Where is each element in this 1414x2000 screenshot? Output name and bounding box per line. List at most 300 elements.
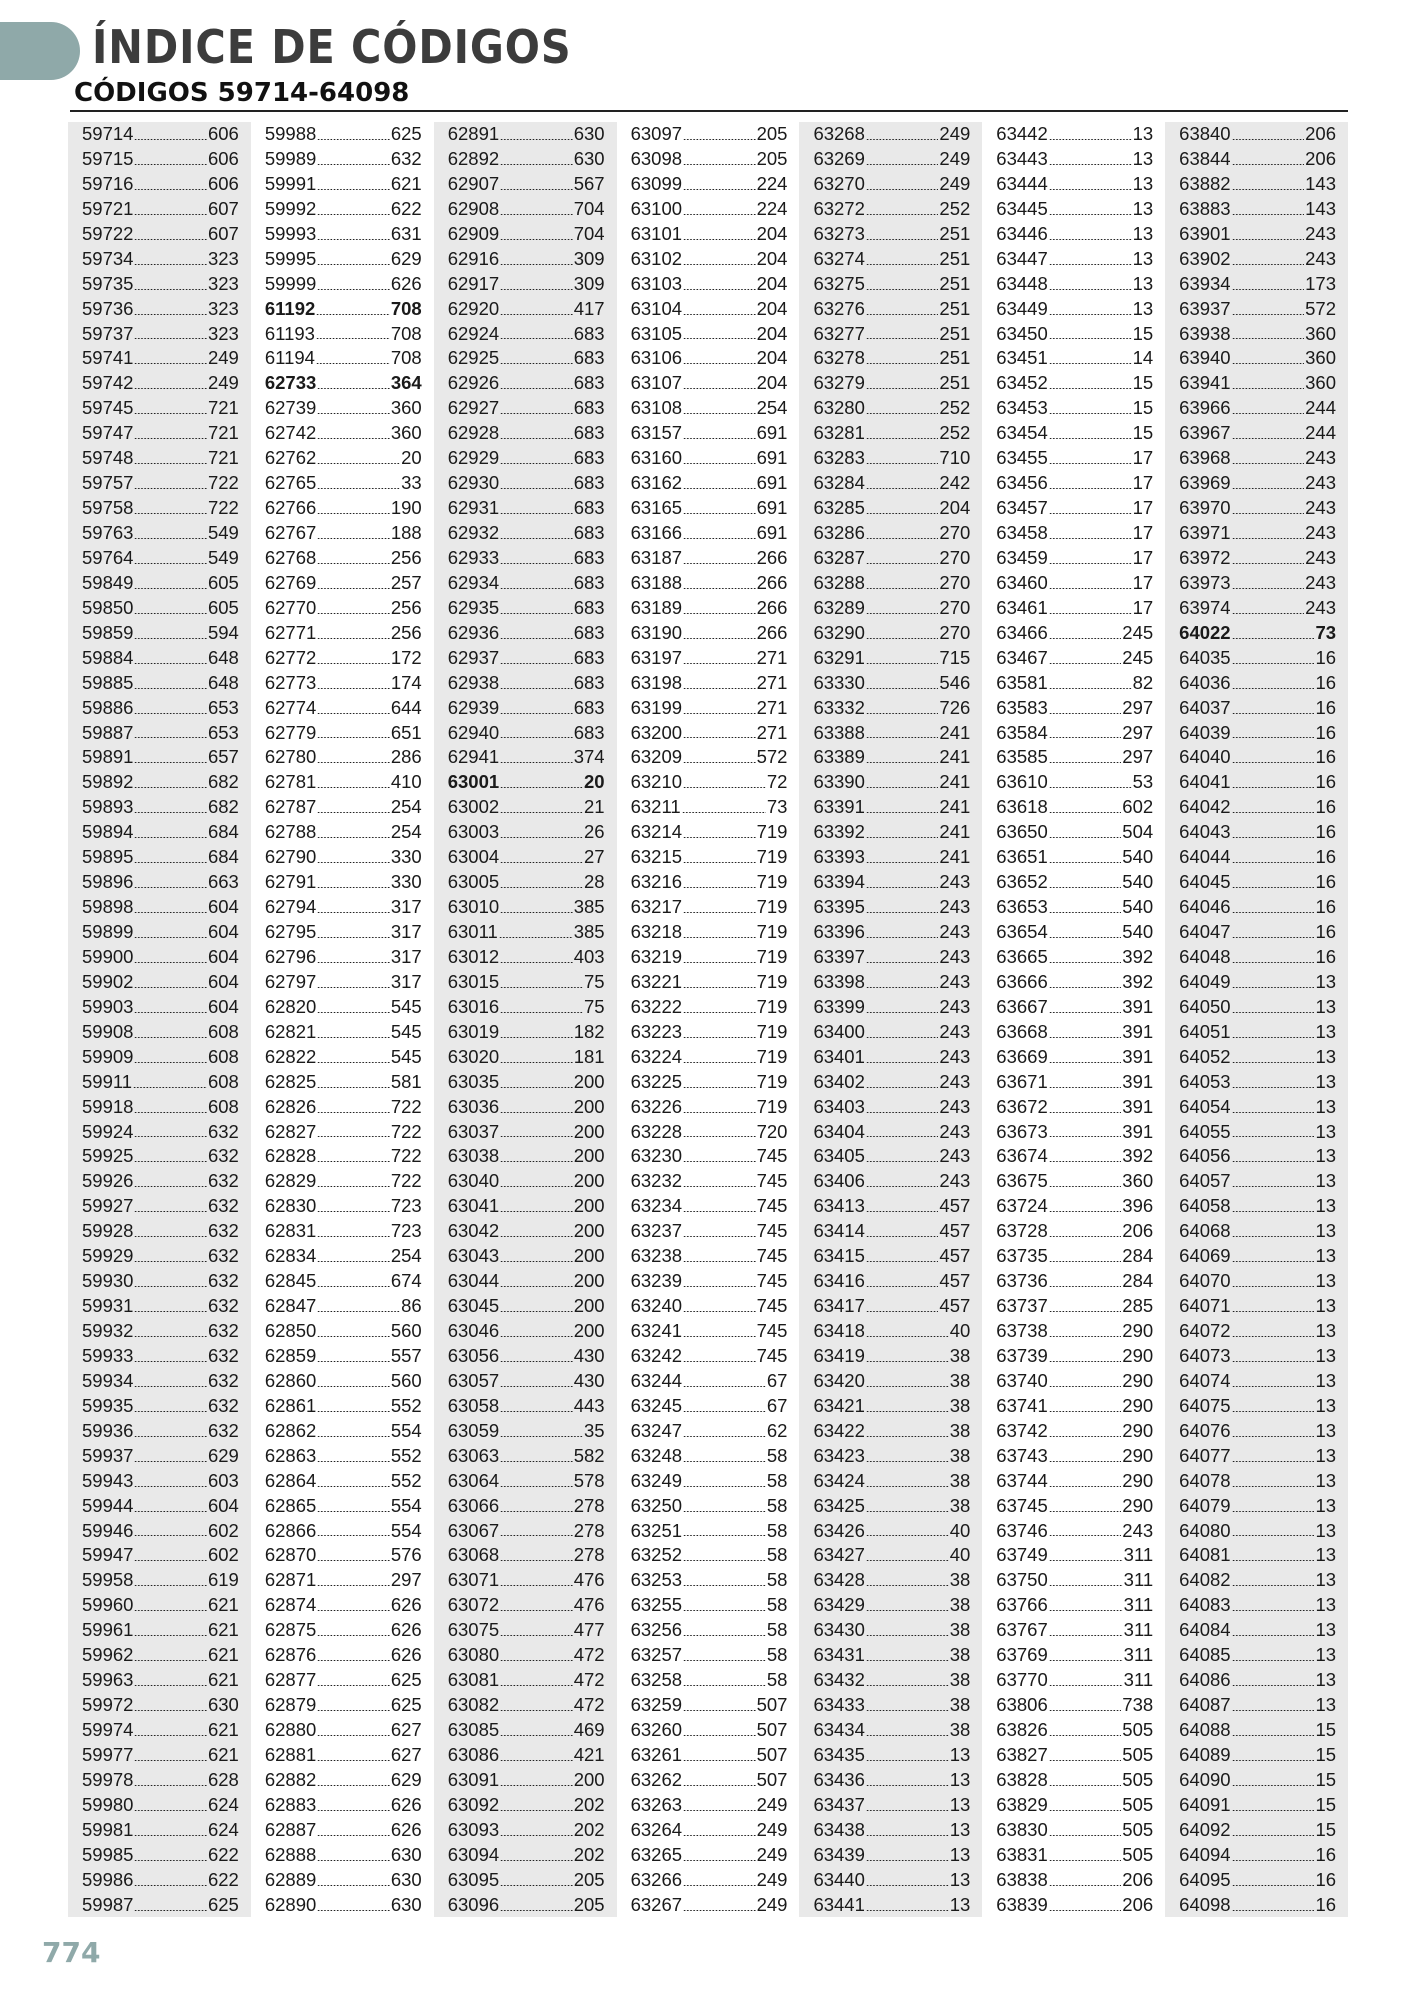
- entry-page: 82: [1132, 671, 1154, 693]
- dot-leader: [317, 538, 390, 539]
- dot-leader: [500, 1461, 573, 1462]
- index-entry: [617, 147, 800, 172]
- index-entry: [799, 1120, 982, 1145]
- dot-leader: [134, 1735, 207, 1736]
- entry-code: 62820: [264, 995, 317, 1017]
- entry-page: 631: [390, 222, 422, 244]
- dot-leader: [317, 1136, 390, 1137]
- dot-leader: [1232, 314, 1305, 315]
- entry-code: 59981: [82, 1818, 134, 1840]
- entry-page: 16: [1315, 671, 1337, 693]
- entry-code: 62781: [264, 771, 317, 793]
- dot-leader: [500, 1710, 573, 1711]
- entry-page: 241: [939, 746, 971, 768]
- dot-leader: [1232, 737, 1315, 738]
- index-entry: [434, 845, 617, 870]
- dot-leader: [317, 1211, 390, 1212]
- dot-leader: [317, 1910, 390, 1911]
- entry-code: 63838: [996, 1868, 1048, 1890]
- index-entry: [68, 721, 251, 746]
- entry-page: 270: [939, 621, 971, 643]
- entry-page: 722: [207, 497, 239, 519]
- index-entry: [799, 396, 982, 421]
- entry-code: 62938: [447, 671, 500, 693]
- entry-page: 607: [207, 222, 239, 244]
- dot-leader: [500, 513, 573, 514]
- index-entry: [251, 322, 434, 347]
- entry-page: 75: [584, 970, 605, 992]
- dot-leader: [134, 713, 207, 714]
- dot-leader: [866, 1785, 949, 1786]
- index-entry: [799, 1668, 982, 1693]
- dot-leader: [866, 862, 939, 863]
- index-entry: [434, 870, 617, 895]
- entry-code: 63746: [996, 1519, 1048, 1541]
- index-entry: [617, 820, 800, 845]
- entry-code: 63251: [630, 1519, 683, 1541]
- index-entry: [251, 621, 434, 646]
- dot-leader: [500, 438, 573, 439]
- dot-leader: [317, 762, 390, 763]
- index-entry: [251, 197, 434, 222]
- index-entry: [68, 1344, 251, 1369]
- entry-page: 622: [207, 1868, 239, 1890]
- entry-code: 64057: [1179, 1170, 1231, 1192]
- dot-leader: [1049, 1535, 1122, 1536]
- entry-code: 63001: [447, 771, 500, 793]
- dot-leader: [683, 737, 756, 738]
- index-entry: [68, 945, 251, 970]
- entry-code: 63281: [813, 422, 865, 444]
- entry-page: 266: [756, 571, 788, 593]
- dot-leader: [317, 1186, 390, 1187]
- index-entry: [799, 122, 982, 147]
- entry-code: 59924: [82, 1120, 134, 1142]
- index-entry: [799, 945, 982, 970]
- entry-code: 63291: [813, 646, 865, 668]
- index-entry: [251, 1144, 434, 1169]
- entry-code: 63400: [813, 1020, 865, 1042]
- index-entry: [434, 1369, 617, 1394]
- entry-code: 63435: [813, 1743, 865, 1765]
- dot-leader: [500, 1112, 573, 1113]
- dot-leader: [1232, 1860, 1315, 1861]
- entry-code: 63418: [813, 1320, 865, 1341]
- entry-code: 63668: [996, 1020, 1048, 1042]
- entry-code: 63749: [996, 1544, 1048, 1566]
- entry-page: 317: [390, 896, 422, 918]
- dot-leader: [317, 812, 390, 813]
- dot-leader: [1049, 214, 1132, 215]
- entry-code: 63969: [1179, 472, 1231, 494]
- index-entry: [617, 396, 800, 421]
- entry-code: 62774: [264, 696, 317, 718]
- index-entry: [617, 1843, 800, 1868]
- entry-code: 63728: [996, 1220, 1048, 1242]
- index-entry: [1165, 646, 1348, 671]
- entry-page: 244: [1305, 422, 1337, 444]
- dot-leader: [134, 289, 207, 290]
- entry-page: 317: [390, 921, 422, 942]
- entry-page: 505: [1122, 1793, 1154, 1815]
- entry-page: 719: [756, 1045, 788, 1067]
- entry-page: 621: [207, 1669, 239, 1691]
- index-entry: [68, 122, 251, 147]
- index-entry: [1165, 546, 1348, 571]
- entry-page: 15: [1315, 1818, 1337, 1840]
- dot-leader: [500, 1311, 573, 1312]
- entry-page: 252: [939, 397, 971, 419]
- entry-code: 63330: [813, 671, 865, 693]
- entry-code: 62864: [264, 1469, 317, 1491]
- entry-page: 632: [207, 1369, 239, 1391]
- index-entry: [1165, 1668, 1348, 1693]
- entry-page: 16: [1315, 896, 1337, 918]
- entry-page: 13: [1315, 1644, 1337, 1666]
- index-entry: [982, 1219, 1165, 1244]
- entry-code: 63256: [630, 1619, 683, 1641]
- entry-page: 722: [390, 1095, 422, 1117]
- dot-leader: [866, 1535, 949, 1536]
- index-entry: [68, 1893, 251, 1917]
- dot-leader: [1232, 1560, 1315, 1561]
- dot-leader: [1232, 1286, 1315, 1287]
- index-entry: [982, 1668, 1165, 1693]
- entry-page: 13: [1315, 1394, 1337, 1416]
- index-entry: [1165, 1718, 1348, 1743]
- entry-page: 243: [939, 1045, 971, 1067]
- index-entry: [1165, 1568, 1348, 1593]
- dot-leader: [1232, 912, 1315, 913]
- dot-leader: [134, 787, 207, 788]
- dot-leader: [683, 1810, 756, 1811]
- index-entry: [799, 1818, 982, 1843]
- index-entry: [982, 371, 1165, 396]
- entry-page: 58: [766, 1519, 788, 1541]
- index-entry: [982, 1543, 1165, 1568]
- entry-code: 63738: [996, 1320, 1048, 1341]
- entry-page: 243: [939, 871, 971, 893]
- entry-code: 63101: [630, 222, 683, 244]
- dot-leader: [500, 1361, 573, 1362]
- entry-page: 625: [207, 1893, 239, 1915]
- entry-page: 290: [1122, 1344, 1154, 1366]
- entry-code: 63743: [996, 1444, 1048, 1466]
- dot-leader: [683, 438, 756, 439]
- entry-page: 392: [1122, 1145, 1154, 1167]
- index-entry: [982, 446, 1165, 471]
- index-entry: [68, 1244, 251, 1269]
- entry-code: 63447: [996, 247, 1048, 269]
- entry-code: 63095: [447, 1868, 500, 1890]
- index-entry: [617, 521, 800, 546]
- entry-code: 63072: [447, 1594, 500, 1616]
- index-entry: [434, 770, 617, 795]
- entry-page: 200: [573, 1245, 605, 1267]
- index-entry: [799, 1494, 982, 1519]
- index-entry: [617, 197, 800, 222]
- entry-code: 62829: [264, 1170, 317, 1192]
- dot-leader: [500, 1486, 573, 1487]
- entry-code: 63672: [996, 1095, 1048, 1117]
- entry-page: 504: [1122, 821, 1154, 843]
- entry-code: 62926: [447, 372, 500, 394]
- dot-leader: [317, 1585, 390, 1586]
- entry-code: 63288: [813, 571, 865, 593]
- dot-leader: [134, 912, 207, 913]
- entry-code: 64047: [1179, 921, 1231, 942]
- index-entry: [617, 1618, 800, 1643]
- entry-page: 62: [766, 1419, 788, 1441]
- entry-page: 552: [390, 1469, 422, 1491]
- entry-code: 63421: [813, 1394, 865, 1416]
- index-entry: [1165, 471, 1348, 496]
- entry-page: 243: [1305, 546, 1337, 568]
- dot-leader: [317, 164, 390, 165]
- entry-code: 63189: [630, 596, 683, 618]
- entry-page: 722: [390, 1170, 422, 1192]
- entry-page: 653: [207, 696, 239, 718]
- entry-code: 63827: [996, 1743, 1048, 1765]
- dot-leader: [317, 862, 390, 863]
- entry-page: 13: [1315, 1619, 1337, 1641]
- entry-code: 63830: [996, 1818, 1048, 1840]
- entry-page: 17: [1132, 447, 1154, 469]
- entry-page: 252: [939, 197, 971, 219]
- entry-code: 63094: [447, 1843, 500, 1865]
- dot-leader: [317, 887, 390, 888]
- entry-page: 632: [207, 1320, 239, 1341]
- index-entry: [799, 1344, 982, 1369]
- dot-leader: [134, 987, 207, 988]
- dot-leader: [1049, 1087, 1122, 1088]
- index-entry: [982, 1519, 1165, 1544]
- dot-leader: [1232, 812, 1315, 813]
- entry-code: 63826: [996, 1719, 1048, 1740]
- entry-code: 64086: [1179, 1669, 1231, 1691]
- dot-leader: [866, 1885, 949, 1886]
- entry-code: 59947: [82, 1544, 134, 1566]
- entry-page: 719: [756, 1095, 788, 1117]
- entry-code: 59944: [82, 1494, 134, 1516]
- entry-code: 63839: [996, 1893, 1048, 1915]
- index-entry: [1165, 1793, 1348, 1818]
- dot-leader: [866, 887, 939, 888]
- entry-page: 13: [1132, 272, 1154, 294]
- entry-page: 430: [573, 1344, 605, 1366]
- entry-code: 63974: [1179, 596, 1231, 618]
- entry-code: 64076: [1179, 1419, 1231, 1441]
- dot-leader: [134, 1835, 207, 1836]
- index-entry: [1165, 1045, 1348, 1070]
- index-entry: [799, 1618, 982, 1643]
- dot-leader: [1232, 463, 1305, 464]
- entry-code: 59995: [264, 247, 317, 269]
- index-entry: [251, 1868, 434, 1893]
- entry-code: 63188: [630, 571, 683, 593]
- dot-leader: [683, 1037, 756, 1038]
- entry-page: 188: [390, 522, 422, 543]
- entry-code: 59736: [82, 297, 134, 319]
- entry-page: 626: [390, 272, 422, 294]
- entry-page: 15: [1315, 1743, 1337, 1765]
- entry-code: 59980: [82, 1793, 134, 1815]
- entry-page: 722: [207, 472, 239, 494]
- dot-leader: [1049, 538, 1132, 539]
- dot-leader: [683, 1735, 756, 1736]
- index-entry: [434, 322, 617, 347]
- entry-page: 391: [1122, 995, 1154, 1017]
- entry-code: 63085: [447, 1719, 500, 1740]
- dot-leader: [134, 688, 207, 689]
- entry-page: 58: [766, 1469, 788, 1491]
- dot-leader: [1232, 164, 1305, 165]
- entry-code: 62866: [264, 1519, 317, 1541]
- entry-page: 16: [1315, 721, 1337, 743]
- entry-page: 244: [1305, 397, 1337, 419]
- entry-code: 62739: [264, 397, 317, 419]
- dot-leader: [500, 1261, 573, 1262]
- entry-page: 311: [1123, 1669, 1154, 1691]
- index-entry: [68, 421, 251, 446]
- dot-leader: [1232, 1685, 1315, 1686]
- dot-leader: [1232, 1486, 1315, 1487]
- dot-leader: [683, 762, 756, 763]
- entry-code: 64074: [1179, 1369, 1231, 1391]
- dot-leader: [500, 1585, 573, 1586]
- entry-code: 59758: [82, 497, 134, 519]
- index-entry: [982, 1020, 1165, 1045]
- entry-code: 63460: [996, 571, 1048, 593]
- dot-leader: [500, 787, 583, 788]
- dot-leader: [134, 488, 207, 489]
- dot-leader: [1232, 488, 1305, 489]
- dot-leader: [500, 862, 583, 863]
- index-entry: [982, 546, 1165, 571]
- entry-page: 251: [939, 347, 971, 369]
- entry-page: 472: [573, 1694, 605, 1716]
- index-entry: [799, 1095, 982, 1120]
- dot-leader: [683, 1386, 766, 1387]
- dot-leader: [683, 1685, 766, 1686]
- index-entry: [68, 1219, 251, 1244]
- entry-page: 13: [949, 1818, 971, 1840]
- index-entry: [434, 721, 617, 746]
- index-entry: [434, 1618, 617, 1643]
- index-entry: [982, 845, 1165, 870]
- index-entry: [1165, 1519, 1348, 1544]
- subtitle-prefix: CÓDIGOS: [74, 78, 209, 108]
- index-entry: [68, 1618, 251, 1643]
- entry-code: 62888: [264, 1843, 317, 1865]
- index-entry: [1165, 1194, 1348, 1219]
- entry-page: 723: [390, 1220, 422, 1242]
- entry-code: 59850: [82, 596, 134, 618]
- entry-code: 63393: [813, 846, 865, 868]
- entry-page: 626: [390, 1644, 422, 1666]
- entry-page: 297: [1122, 746, 1154, 768]
- entry-code: 62937: [447, 646, 500, 668]
- index-entry: [982, 471, 1165, 496]
- index-entry: [982, 272, 1165, 297]
- dot-leader: [500, 762, 573, 763]
- dot-leader: [683, 363, 756, 364]
- dot-leader: [134, 314, 207, 315]
- entry-page: 625: [390, 123, 422, 144]
- index-entry: [68, 596, 251, 621]
- entry-page: 35: [584, 1419, 605, 1441]
- entry-code: 63041: [447, 1195, 500, 1217]
- entry-code: 63166: [630, 522, 683, 543]
- dot-leader: [1232, 1785, 1315, 1786]
- dot-leader: [1232, 1760, 1315, 1761]
- entry-page: 457: [939, 1295, 971, 1317]
- index-entry: [799, 1718, 982, 1743]
- index-entry: [982, 1768, 1165, 1793]
- index-entry: [1165, 1818, 1348, 1843]
- dot-leader: [683, 1087, 756, 1088]
- entry-code: 63968: [1179, 447, 1231, 469]
- index-entry: [617, 1568, 800, 1593]
- dot-leader: [1232, 1610, 1315, 1611]
- index-entry: [982, 1718, 1165, 1743]
- dot-leader: [866, 1186, 939, 1187]
- index-entry: [434, 1169, 617, 1194]
- entry-page: 745: [756, 1344, 788, 1366]
- entry-page: 73: [766, 796, 788, 818]
- index-entry: [251, 546, 434, 571]
- entry-code: 59893: [82, 796, 134, 818]
- entry-page: 278: [573, 1544, 605, 1566]
- dot-leader: [866, 1660, 949, 1661]
- entry-page: 13: [1315, 1544, 1337, 1566]
- entry-page: 540: [1122, 896, 1154, 918]
- entry-page: 683: [573, 671, 605, 693]
- dot-leader: [500, 663, 573, 664]
- dot-leader: [1232, 588, 1305, 589]
- entry-code: 63417: [813, 1295, 865, 1317]
- dot-leader: [1049, 1660, 1123, 1661]
- dot-leader: [1049, 1910, 1122, 1911]
- entry-page: 13: [1132, 123, 1154, 144]
- entry-code: 59987: [82, 1893, 134, 1915]
- entry-page: 630: [207, 1694, 239, 1716]
- dot-leader: [866, 1361, 949, 1362]
- entry-code: 63466: [996, 621, 1048, 643]
- entry-code: 64036: [1179, 671, 1231, 693]
- entry-page: 38: [949, 1694, 971, 1716]
- entry-page: 410: [390, 771, 422, 793]
- dot-leader: [317, 289, 390, 290]
- index-entry: [68, 995, 251, 1020]
- index-entry: [251, 147, 434, 172]
- dot-leader: [1232, 413, 1305, 414]
- dot-leader: [133, 1087, 207, 1088]
- entry-page: 683: [573, 497, 605, 519]
- index-entry: [617, 1668, 800, 1693]
- entry-page: 252: [939, 422, 971, 444]
- dot-leader: [500, 1735, 573, 1736]
- entry-code: 63099: [630, 172, 683, 194]
- entry-page: 271: [756, 671, 788, 693]
- entry-code: 63091: [447, 1768, 500, 1790]
- dot-leader: [134, 1461, 207, 1462]
- dot-leader: [317, 1486, 390, 1487]
- index-entry: [617, 1394, 800, 1419]
- dot-leader: [866, 1386, 949, 1387]
- index-entry: [434, 920, 617, 945]
- index-entry: [617, 745, 800, 770]
